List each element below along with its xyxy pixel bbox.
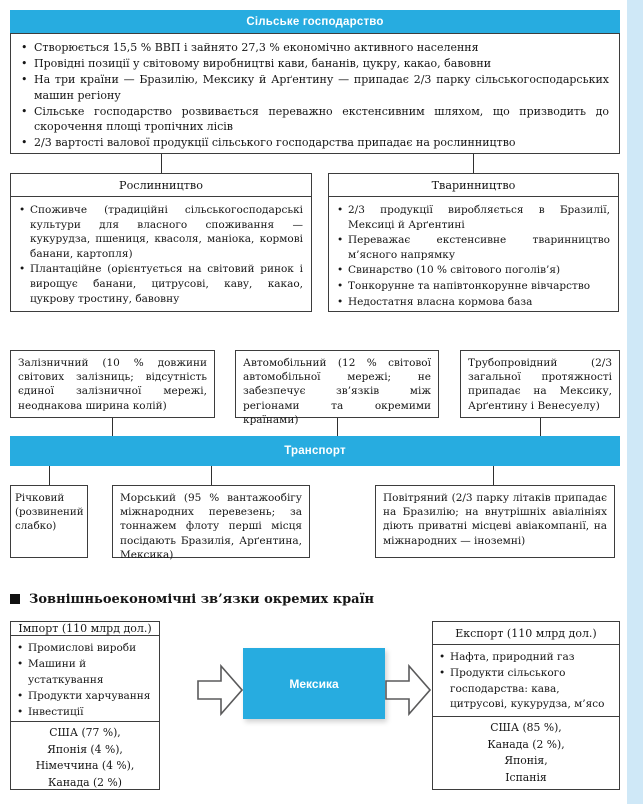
list-item: • Свинарство (10 % світового поголів’я): [335, 263, 610, 278]
export-title: Експорт (110 млрд дол.): [433, 622, 619, 645]
sea-transport-text: Морський (95 % вантажообігу міжнародних перевезень; за тоннажем флоту перші місця посідають Бразилія, Арґентина, Мексика): [120, 492, 302, 561]
road-transport-text: Автомобільний (12 % світової автомобільної мережі; не забезпечує зв’язків між регіонами та окремими країнами): [243, 357, 431, 426]
mexico-label: Мексика: [289, 676, 339, 691]
partner-line: Канада (2 %),: [487, 737, 565, 751]
foreign-trade-section-title: Зовнішньоекономічні зв’язки окремих країн: [29, 592, 375, 607]
flow-arrow-right-icon: [197, 664, 243, 716]
air-transport-text: Повітряний (2/3 парку літаків припадає на Бразилію; на внутрішніх авіалініях діють приватні місцеві авіакомпанії, на міжнародних — іноземні): [383, 492, 607, 547]
connector-line: [337, 418, 338, 436]
import-partners-list: [11, 721, 159, 794]
import-title: Імпорт (110 млрд дол.): [11, 622, 159, 636]
connector-line: [112, 418, 113, 436]
river-transport-box: [10, 485, 88, 558]
agriculture-points-list: [11, 34, 619, 150]
connector-line: [49, 466, 50, 485]
flow-arrow-right-icon: [385, 664, 431, 716]
list-item: • Споживче (традиційні сільськогосподарські культури для власного споживання — кукурудза, пшениця, квасоля, маніока, кормові банани, картопля): [17, 203, 303, 261]
agriculture-header-label: Сільське господарство: [246, 15, 384, 28]
railway-transport-text: Залізничний (10 % довжини світових залізниць; відсутність єдиної залізничної мережі, неоднакова ширина колій): [18, 357, 207, 412]
livestock-points-list: [329, 197, 618, 309]
agriculture-header-band: [10, 10, 620, 33]
air-transport-box: [375, 485, 615, 558]
export-partners-list: [433, 716, 619, 789]
mexico-box: [243, 648, 385, 719]
connector-line: [211, 466, 212, 485]
partner-line: США (85 %),: [490, 721, 562, 734]
transport-band: [10, 436, 620, 466]
crop-farming-points-list: [11, 197, 311, 306]
partner-line: Іспанія: [505, 770, 547, 784]
livestock-title: Тваринництво: [329, 174, 618, 197]
square-bullet-icon: [10, 594, 20, 604]
list-item: • Продукти сільського господарства: кава, цитрусові, кукурудза, м’ясо: [437, 666, 614, 712]
list-item: • Інвестиції: [15, 705, 154, 720]
partner-line: США (77 %),: [49, 726, 121, 740]
list-item: • Тонкорунне та напівтонкорунне вівчарство: [335, 279, 610, 294]
list-item: • Переважає екстенсивне тваринництво м’ясного напрямку: [335, 233, 610, 262]
list-item: • Промислові вироби: [15, 641, 154, 656]
connector-line: [540, 418, 541, 436]
page-edge-strip: [627, 0, 643, 804]
pipeline-transport-box: [460, 350, 620, 418]
agriculture-summary-box: [10, 33, 620, 154]
import-box: [10, 621, 160, 790]
partner-line: Канада (2 %): [48, 775, 122, 789]
connector-line: [473, 154, 474, 173]
export-box: [432, 621, 620, 790]
livestock-box: [328, 173, 619, 312]
partner-line: Німеччина (4 %),: [35, 759, 135, 773]
list-item: • Продукти харчування: [15, 689, 154, 704]
river-transport-text: Річковий (розвинений слабко): [15, 492, 84, 533]
partner-line: Японія (4 %),: [47, 742, 123, 756]
list-item: • Машини й устаткування: [15, 657, 154, 688]
sea-transport-box: [112, 485, 310, 561]
list-item: • Створюється 15,5 % ВВП і зайнято 27,3 % економічно активного населення: [19, 40, 609, 55]
list-item: • 2/3 вартості валової продукції сільського господарства припадає на рослинництво: [19, 135, 609, 150]
list-item: • Нафта, природний газ: [437, 650, 614, 665]
railway-transport-box: [10, 350, 215, 418]
list-item: • Провідні позиції у світовому виробництві кави, бананів, цукру, какао, бавовни: [19, 56, 609, 71]
list-item: • 2/3 продукції виробляється в Бразилії, Мексиці й Арґентині: [335, 203, 610, 232]
crop-farming-box: [10, 173, 312, 312]
connector-line: [493, 466, 494, 485]
list-item: • Плантаційне (орієнтується на світовий ринок і вирощує банани, цитрусові, каву, какао, цукрову тростину, бавовну: [17, 262, 303, 306]
import-points-list: [11, 636, 159, 721]
crop-farming-title: Рослинництво: [11, 174, 311, 197]
road-transport-box: [235, 350, 439, 426]
foreign-trade-section-heading: [10, 592, 570, 607]
transport-band-label: Транспорт: [284, 445, 346, 457]
list-item: • Недостатня власна кормова база: [335, 295, 610, 310]
partner-line: Японія,: [504, 754, 548, 767]
pipeline-transport-text: Трубопровідний (2/3 загальної протяжності припадає на Мексику, Арґентину і Венесуелу): [468, 357, 612, 412]
connector-line: [161, 154, 162, 173]
list-item: • На три країни — Бразилію, Мексику й Арґентину — припадає 2/3 парку сільськогосподарських машин регіону: [19, 72, 609, 102]
list-item: • Сільське господарство розвивається переважно екстенсивним шляхом, що призводить до скорочення площі тропічних лісів: [19, 104, 609, 134]
export-points-list: [433, 645, 619, 716]
